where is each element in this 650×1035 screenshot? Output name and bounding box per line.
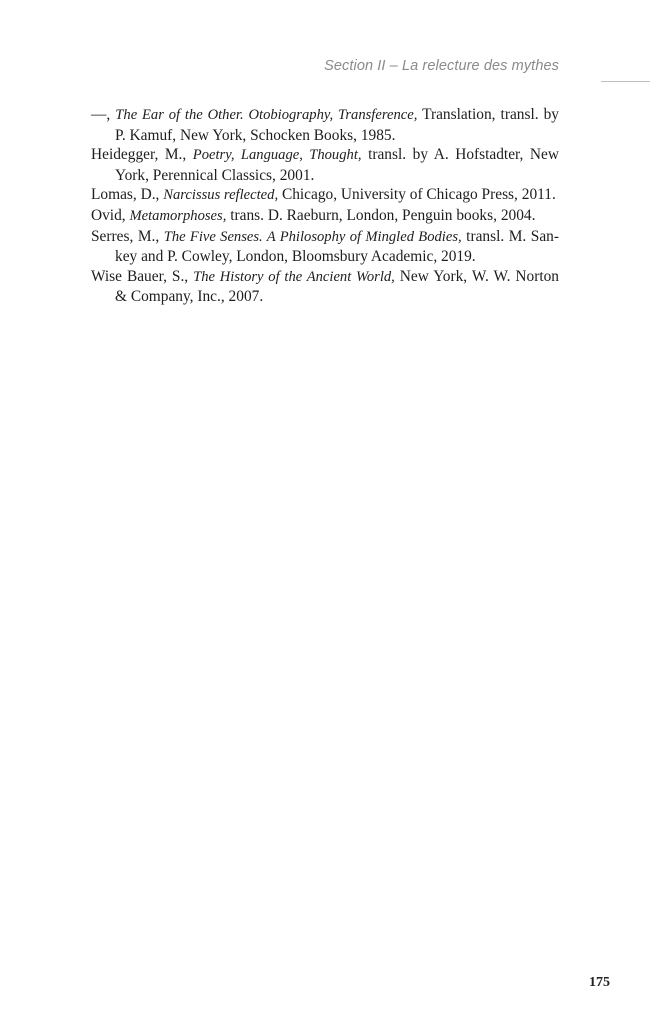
entry-details: transl. M. Sankey and P. Cowley, London, Bloomsbury Academic, 2019. <box>115 227 559 266</box>
bibliography-list <box>91 105 559 307</box>
header-rule <box>601 81 650 82</box>
running-header: Section II – La relecture des mythes <box>324 58 559 74</box>
entry-author: Lomas, D., <box>91 186 164 204</box>
entry-author: —, <box>91 106 116 123</box>
bibliography-entry <box>91 185 559 206</box>
entry-author: Serres, M., <box>91 227 164 245</box>
entry-details: transl. by A. Hofstadter, New York, Perennical Classics, 2001. <box>115 146 559 184</box>
entry-title: The History of the Ancient World, <box>193 268 395 285</box>
bibliography-entry <box>91 145 559 185</box>
bibliography-entry <box>91 267 559 307</box>
bibliography-entry <box>91 227 559 267</box>
bibliography-entry <box>91 206 559 227</box>
entry-title: The Ear of the Other. Otobiography, Transference, <box>115 107 418 123</box>
entry-details: trans. D. Raeburn, London, Penguin books, 2004. <box>226 206 536 224</box>
entry-details: Chicago, University of Chicago Press, 2011. <box>278 186 556 204</box>
entry-title: Poetry, Language, Thought, <box>192 147 362 164</box>
entry-author: Ovid, <box>91 206 130 224</box>
entry-title: Metamorphoses, <box>129 207 227 224</box>
entry-details: New York, W. W. Norton & Company, Inc., 2007. <box>115 267 559 306</box>
entry-title: The Five Senses. A Philosophy of Mingled Bodies, <box>163 228 462 245</box>
page-number: 175 <box>589 975 610 990</box>
entry-author: Heidegger, M., <box>91 146 193 164</box>
bibliography-entry <box>91 105 559 145</box>
entry-details: Translation, transl. by P. Kamuf, New York, Schocken Books, 1985. <box>115 106 560 144</box>
entry-author: Wise Bauer, S., <box>91 267 194 285</box>
entry-title: Narcissus reflected, <box>163 187 279 204</box>
